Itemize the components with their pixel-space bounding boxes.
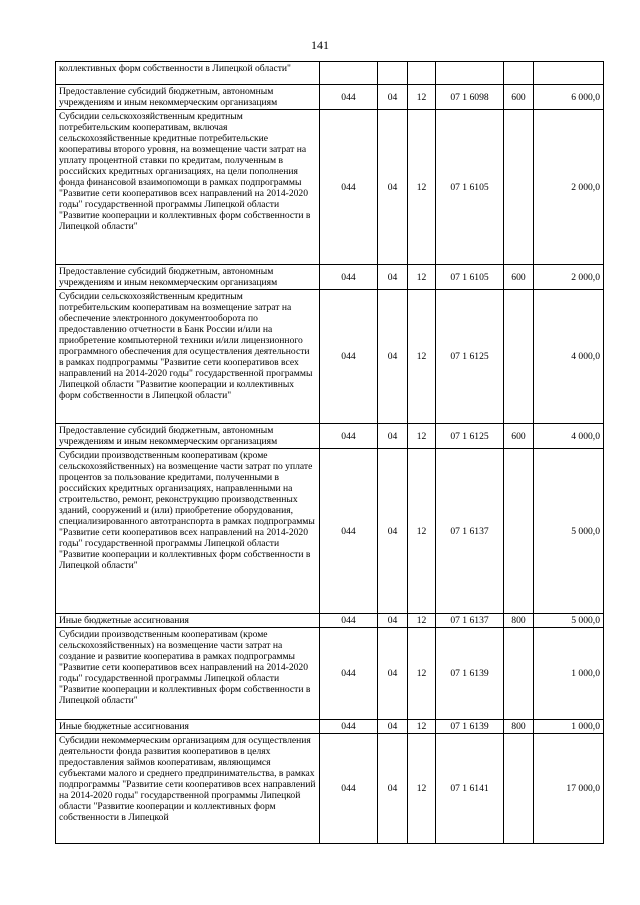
target-article-code: 07 1 6139: [436, 720, 504, 734]
ministry-code: 044: [320, 734, 378, 844]
row-description: Субсидии производственным кооперативам (кроме сельскохозяйственных) на возмещение части затрат на создание и развитие кооператива в рамках подпрограммы "Развитие сети кооперативов всех направлений на 2014-2020 годы" государственной программы Липецкой области "Развитие кооперации и коллективных форм собственности в Липецкой области": [56, 628, 320, 720]
section-code: 04: [378, 85, 408, 110]
expense-kind-code: [504, 734, 534, 844]
amount: 6 000,0: [534, 85, 604, 110]
target-article-code: 07 1 6105: [436, 110, 504, 265]
section-code: 04: [378, 290, 408, 424]
target-article-code: 07 1 6105: [436, 265, 504, 290]
target-article-code: 07 1 6141: [436, 734, 504, 844]
target-article-code: 07 1 6139: [436, 628, 504, 720]
section-code: 04: [378, 628, 408, 720]
section-code: [378, 62, 408, 85]
table-row: [56, 110, 604, 265]
table-row: [56, 614, 604, 628]
row-description: Субсидии некоммерческим организациям для осуществления деятельности фонда развития кооперативов в целях предоставления займов кооперативам, являющимся субъектами малого и среднего предпринимательства, в рамках подпрограммы "Развитие сети кооперативов всех направлений на 2014-2020 годы" государственной программы Липецкой области "Развитие кооперации и коллективных форм собственности в Липецкой: [56, 734, 320, 844]
amount: 1 000,0: [534, 628, 604, 720]
section-code: 04: [378, 424, 408, 449]
subsection-code: 12: [408, 449, 436, 614]
subsection-code: 12: [408, 265, 436, 290]
table-row: [56, 85, 604, 110]
ministry-code: 044: [320, 265, 378, 290]
row-description: Предоставление субсидий бюджетным, автономным учреждениям и иным некоммерческим организациям: [56, 424, 320, 449]
table-row: [56, 734, 604, 844]
amount: 5 000,0: [534, 449, 604, 614]
ministry-code: 044: [320, 424, 378, 449]
expense-kind-code: [504, 628, 534, 720]
ministry-code: 044: [320, 720, 378, 734]
subsection-code: 12: [408, 110, 436, 265]
expense-kind-code: [504, 110, 534, 265]
section-code: 04: [378, 614, 408, 628]
expense-kind-code: [504, 290, 534, 424]
subsection-code: 12: [408, 734, 436, 844]
ministry-code: 044: [320, 628, 378, 720]
subsection-code: 12: [408, 628, 436, 720]
subsection-code: 12: [408, 720, 436, 734]
row-description: Субсидии производственным кооперативам (кроме сельскохозяйственных) на возмещение части затрат по уплате процентов за пользование кредитами, полученными в российских кредитных организациях, направленными на строительство, ремонт, реконструкцию производственных зданий, сооружений и (или) приобретение оборудования, специализированного автотранспорта в рамках подпрограммы "Развитие сети кооперативов всех направлений на 2014-2020 годы" государственной программы Липецкой области "Развитие кооперации и коллективных форм собственности в Липецкой области": [56, 449, 320, 614]
table-row: [56, 265, 604, 290]
amount: 4 000,0: [534, 290, 604, 424]
table-row: [56, 628, 604, 720]
row-description: Субсидии сельскохозяйственным кредитным потребительским кооперативам на возмещение затрат на обеспечение электронного документооборота по предоставлению отчетности в Банк России и/или на приобретение компьютерной техники и/или лицензионного программного обеспечения для осуществления деятельности в рамках подпрограммы "Развитие сети кооперативов всех направлений на 2014-2020 годы" государственной программы Липецкой области "Развитие кооперации и коллективных форм собственности в Липецкой области": [56, 290, 320, 424]
amount: 5 000,0: [534, 614, 604, 628]
ministry-code: 044: [320, 290, 378, 424]
amount: 4 000,0: [534, 424, 604, 449]
subsection-code: 12: [408, 614, 436, 628]
target-article-code: 07 1 6137: [436, 614, 504, 628]
ministry-code: 044: [320, 614, 378, 628]
amount: 2 000,0: [534, 265, 604, 290]
expense-kind-code: 600: [504, 265, 534, 290]
target-article-code: [436, 62, 504, 85]
target-article-code: 07 1 6137: [436, 449, 504, 614]
target-article-code: 07 1 6125: [436, 424, 504, 449]
amount: [534, 62, 604, 85]
target-article-code: 07 1 6125: [436, 290, 504, 424]
section-code: 04: [378, 265, 408, 290]
table-row: [56, 290, 604, 424]
section-code: 04: [378, 110, 408, 265]
row-description: Предоставление субсидий бюджетным, автономным учреждениям и иным некоммерческим организациям: [56, 85, 320, 110]
expense-kind-code: 800: [504, 614, 534, 628]
expense-kind-code: 600: [504, 85, 534, 110]
expense-kind-code: 600: [504, 424, 534, 449]
section-code: 04: [378, 449, 408, 614]
expense-kind-code: 800: [504, 720, 534, 734]
target-article-code: 07 1 6098: [436, 85, 504, 110]
section-code: 04: [378, 734, 408, 844]
ministry-code: 044: [320, 449, 378, 614]
row-description: коллективных форм собственности в Липецкой области": [56, 62, 320, 85]
subsection-code: 12: [408, 424, 436, 449]
amount: 2 000,0: [534, 110, 604, 265]
subsection-code: 12: [408, 85, 436, 110]
page-number: 141: [311, 38, 329, 52]
budget-table-body: [56, 62, 604, 844]
table-row: [56, 449, 604, 614]
subsection-code: [408, 62, 436, 85]
row-description: Иные бюджетные ассигнования: [56, 720, 320, 734]
ministry-code: 044: [320, 110, 378, 265]
ministry-code: 044: [320, 85, 378, 110]
table-row: [56, 62, 604, 85]
expense-kind-code: [504, 62, 534, 85]
section-code: 04: [378, 720, 408, 734]
amount: 1 000,0: [534, 720, 604, 734]
ministry-code: [320, 62, 378, 85]
row-description: Предоставление субсидий бюджетным, автономным учреждениям и иным некоммерческим организациям: [56, 265, 320, 290]
table-row: [56, 720, 604, 734]
amount: 17 000,0: [534, 734, 604, 844]
row-description: Субсидии сельскохозяйственным кредитным потребительским кооперативам, включая сельскохозяйственные кредитные потребительские кооперативы второго уровня, на возмещение части затрат на уплату процентной ставки по кредитам, полученным в российских кредитных организациях, на цели пополнения фонда финансовой взаимопомощи в рамках подпрограммы "Развитие сети кооперативов всех направлений на 2014-2020 годы" государственной программы Липецкой области "Развитие кооперации и коллективных форм собственности в Липецкой области": [56, 110, 320, 265]
budget-table: [55, 61, 604, 844]
expense-kind-code: [504, 449, 534, 614]
subsection-code: 12: [408, 290, 436, 424]
table-row: [56, 424, 604, 449]
row-description: Иные бюджетные ассигнования: [56, 614, 320, 628]
